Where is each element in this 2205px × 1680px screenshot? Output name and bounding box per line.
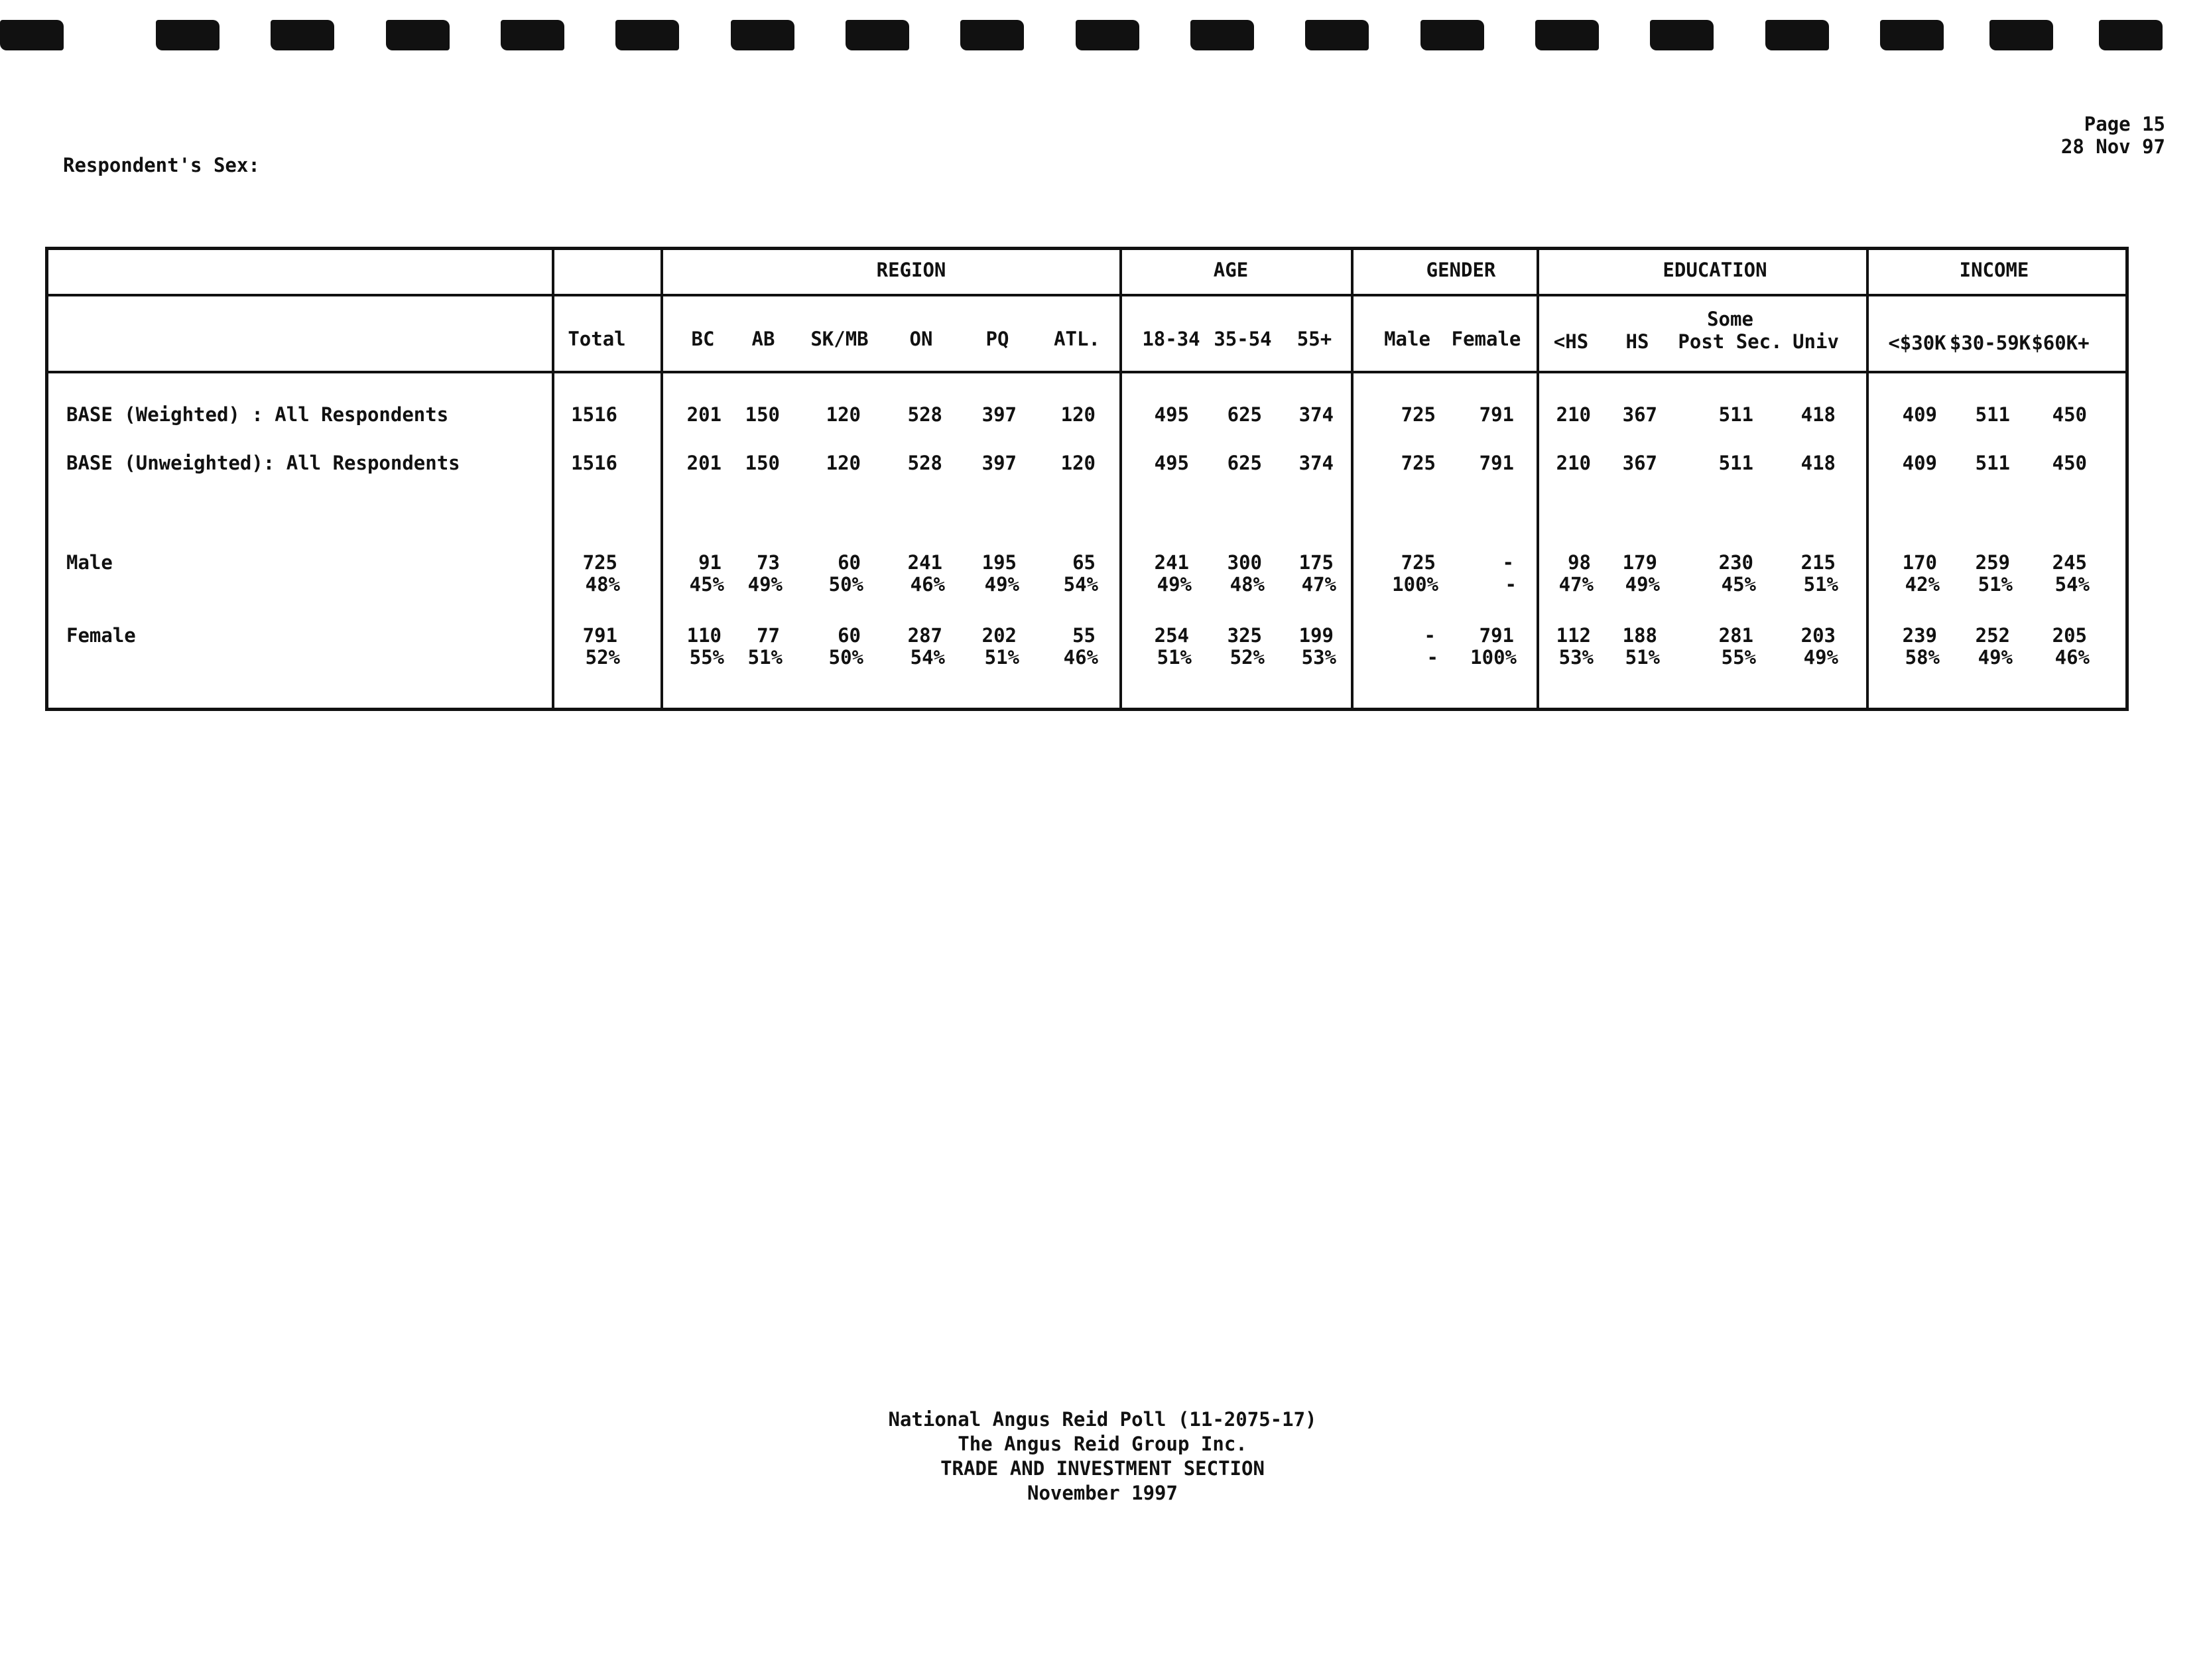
table-cell-percent: 100% xyxy=(1392,573,1438,596)
table-cell-percent: 48% xyxy=(1229,573,1265,596)
table-cell-percent: - xyxy=(1426,646,1438,669)
table-cell-percent: 51% xyxy=(1157,646,1192,669)
footer-poll-name: National Angus Reid Poll (11-2075-17) xyxy=(888,1408,1317,1431)
table-cell-percent: 51% xyxy=(984,646,1019,669)
table-cell-percent: 47% xyxy=(1301,573,1336,596)
table-cell-count: 195 xyxy=(981,551,1017,574)
table-cell-count: 77 xyxy=(757,624,780,647)
col-header-income-lt-30k: <$30K xyxy=(1888,332,1946,354)
table-cell-percent: 54% xyxy=(2054,573,2090,596)
table-cell-count: 495 xyxy=(1154,452,1189,474)
table-cell-percent: 46% xyxy=(2054,646,2090,669)
footer-section: TRADE AND INVESTMENT SECTION xyxy=(940,1457,1265,1480)
table-cell-count: 91 xyxy=(698,551,722,574)
table-cell-percent: 53% xyxy=(1301,646,1336,669)
table-cell-percent: 51% xyxy=(1978,573,2013,596)
table-cell-count: 210 xyxy=(1556,452,1591,474)
table-cell-percent: 55% xyxy=(689,646,724,669)
table-cell-count: 120 xyxy=(1060,452,1096,474)
crosstab-table xyxy=(45,247,2129,711)
group-header-age: AGE xyxy=(1213,259,1249,281)
table-cell-count: 203 xyxy=(1800,624,1836,647)
col-header-univ: Univ xyxy=(1793,330,1839,353)
row-label-base-weighted: BASE (Weighted) : All Respondents xyxy=(66,403,449,426)
col-header-ab: AB xyxy=(751,328,775,350)
table-cell-percent: 52% xyxy=(1229,646,1265,669)
table-cell-count: 1516 xyxy=(571,452,617,474)
table-cell-count: 252 xyxy=(1975,624,2010,647)
col-header-pq: PQ xyxy=(985,328,1009,350)
table-cell-count: 374 xyxy=(1298,403,1334,426)
table-cell-percent: 51% xyxy=(747,646,783,669)
table-cell-percent: 48% xyxy=(585,573,620,596)
table-cell-count: 281 xyxy=(1718,624,1753,647)
table-cell-percent: 53% xyxy=(1558,646,1594,669)
col-header-income-30-59k: $30-59K xyxy=(1949,332,2031,354)
group-header-region: REGION xyxy=(876,259,946,281)
table-cell-count: 60 xyxy=(838,551,861,574)
table-cell-count: 725 xyxy=(582,551,617,574)
table-cell-count: 287 xyxy=(907,624,942,647)
table-cell-count: 170 xyxy=(1902,551,1937,574)
col-header-lt-hs: <HS xyxy=(1553,330,1589,353)
table-cell-count: 205 xyxy=(2052,624,2087,647)
page-info xyxy=(2061,113,2165,158)
table-cell-count: 791 xyxy=(1479,452,1514,474)
table-cell-count: 188 xyxy=(1622,624,1657,647)
col-header-post-sec: Post Sec. xyxy=(1678,330,1783,353)
table-cell-count: 202 xyxy=(981,624,1017,647)
table-cell-count: 150 xyxy=(745,452,780,474)
table-cell-count: 528 xyxy=(907,452,942,474)
table-cell-count: 241 xyxy=(1154,551,1189,574)
table-cell-count: 397 xyxy=(981,403,1017,426)
table-cell-count: 110 xyxy=(686,624,722,647)
table-cell-count: 239 xyxy=(1902,624,1937,647)
table-cell-count: 199 xyxy=(1298,624,1334,647)
row-label-base-unweighted: BASE (Unweighted): All Respondents xyxy=(66,452,460,474)
table-cell-count: 409 xyxy=(1902,403,1937,426)
table-cell-count: 175 xyxy=(1298,551,1334,574)
table-cell-percent: 42% xyxy=(1905,573,1940,596)
col-divider xyxy=(1119,250,1122,708)
table-cell-count: 495 xyxy=(1154,403,1189,426)
table-cell-count: 73 xyxy=(757,551,780,574)
table-cell-percent: 54% xyxy=(910,646,945,669)
table-cell-count: 215 xyxy=(1800,551,1836,574)
table-cell-count: 791 xyxy=(1479,403,1514,426)
table-cell-percent: 45% xyxy=(689,573,724,596)
table-cell-count: 210 xyxy=(1556,403,1591,426)
table-cell-count: 367 xyxy=(1622,403,1657,426)
col-header-atl: ATL. xyxy=(1054,328,1100,350)
table-cell-percent: 49% xyxy=(1803,646,1838,669)
table-cell-count: 374 xyxy=(1298,452,1334,474)
table-cell-count: 511 xyxy=(1975,403,2010,426)
table-cell-percent: 46% xyxy=(910,573,945,596)
table-cell-percent: 47% xyxy=(1558,573,1594,596)
question-title: Respondent's Sex: xyxy=(63,154,260,176)
header-divider xyxy=(48,294,2125,296)
col-header-age-18-34: 18-34 xyxy=(1142,328,1200,350)
row-label-male: Male xyxy=(66,551,113,574)
col-header-skmb: SK/MB xyxy=(810,328,869,350)
table-cell-count: 367 xyxy=(1622,452,1657,474)
table-cell-percent: 55% xyxy=(1721,646,1756,669)
table-cell-count: 241 xyxy=(907,551,942,574)
table-cell-percent: 50% xyxy=(828,646,863,669)
table-cell-count: 511 xyxy=(1975,452,2010,474)
table-cell-count: 201 xyxy=(686,403,722,426)
col-header-male: Male xyxy=(1384,328,1430,350)
group-header-income: INCOME xyxy=(1959,259,2029,281)
table-cell-percent: 50% xyxy=(828,573,863,596)
col-header-income-60k-plus: $60K+ xyxy=(2031,332,2090,354)
table-cell-count: 409 xyxy=(1902,452,1937,474)
table-cell-count: 150 xyxy=(745,403,780,426)
table-cell-count: 120 xyxy=(826,403,861,426)
col-header-on: ON xyxy=(909,328,933,350)
table-cell-count: 791 xyxy=(1479,624,1514,647)
table-cell-count: 230 xyxy=(1718,551,1753,574)
table-cell-count: 179 xyxy=(1622,551,1657,574)
table-cell-count: 120 xyxy=(1060,403,1096,426)
group-header-gender: GENDER xyxy=(1426,259,1496,281)
col-header-hs: HS xyxy=(1625,330,1649,353)
table-cell-count: 259 xyxy=(1975,551,2010,574)
table-cell-count: 300 xyxy=(1227,551,1262,574)
report-footer xyxy=(0,1407,2205,1506)
table-cell-count: 112 xyxy=(1556,624,1591,647)
table-cell-count: 625 xyxy=(1227,403,1262,426)
col-header-female: Female xyxy=(1451,328,1521,350)
table-cell-count: 625 xyxy=(1227,452,1262,474)
table-cell-count: 65 xyxy=(1072,551,1096,574)
table-cell-count: 725 xyxy=(1401,403,1436,426)
table-cell-count: 725 xyxy=(1401,452,1436,474)
col-divider xyxy=(661,250,663,708)
table-cell-percent: 100% xyxy=(1470,646,1517,669)
col-divider xyxy=(552,250,554,708)
table-cell-count: 55 xyxy=(1072,624,1096,647)
binder-punch-holes xyxy=(0,20,2205,53)
table-cell-count: 725 xyxy=(1401,551,1436,574)
footer-date: November 1997 xyxy=(1027,1482,1178,1504)
table-cell-count: 60 xyxy=(838,624,861,647)
group-header-education: EDUCATION xyxy=(1663,259,1767,281)
table-cell-percent: 51% xyxy=(1625,646,1660,669)
col-divider xyxy=(1537,250,1539,708)
table-cell-count: 325 xyxy=(1227,624,1262,647)
table-cell-percent: 45% xyxy=(1721,573,1756,596)
table-cell-percent: 49% xyxy=(1625,573,1660,596)
table-cell-count: 511 xyxy=(1718,452,1753,474)
col-header-bc: BC xyxy=(691,328,715,350)
table-cell-percent: 51% xyxy=(1803,573,1838,596)
table-cell-count: - xyxy=(1502,551,1514,574)
table-cell-count: 201 xyxy=(686,452,722,474)
table-cell-percent: 49% xyxy=(747,573,783,596)
table-cell-count: 1516 xyxy=(571,403,617,426)
col-header-age-55-plus: 55+ xyxy=(1296,328,1332,350)
table-cell-count: 450 xyxy=(2052,403,2087,426)
report-date: 28 Nov 97 xyxy=(2060,135,2165,158)
table-cell-count: 528 xyxy=(907,403,942,426)
table-cell-percent: 49% xyxy=(1157,573,1192,596)
col-divider xyxy=(1866,250,1869,708)
table-cell-count: 245 xyxy=(2052,551,2087,574)
table-cell-count: 511 xyxy=(1718,403,1753,426)
table-cell-percent: - xyxy=(1505,573,1517,596)
col-header-some: Some xyxy=(1707,308,1753,330)
table-cell-count: - xyxy=(1424,624,1436,647)
table-cell-count: 791 xyxy=(582,624,617,647)
table-cell-count: 418 xyxy=(1800,403,1836,426)
table-cell-percent: 54% xyxy=(1063,573,1098,596)
col-divider xyxy=(1351,250,1354,708)
col-header-age-35-54: 35-54 xyxy=(1214,328,1272,350)
table-cell-percent: 49% xyxy=(984,573,1019,596)
table-cell-count: 450 xyxy=(2052,452,2087,474)
table-cell-percent: 52% xyxy=(585,646,620,669)
col-header-total: Total xyxy=(568,328,626,350)
table-cell-percent: 49% xyxy=(1978,646,2013,669)
table-cell-percent: 46% xyxy=(1063,646,1098,669)
table-cell-count: 418 xyxy=(1800,452,1836,474)
table-cell-count: 120 xyxy=(826,452,861,474)
table-cell-count: 397 xyxy=(981,452,1017,474)
table-cell-percent: 58% xyxy=(1905,646,1940,669)
table-cell-count: 254 xyxy=(1154,624,1189,647)
header-bottom-rule xyxy=(48,371,2125,373)
row-label-female: Female xyxy=(66,624,136,647)
page-number: Page 15 xyxy=(2084,113,2165,135)
table-cell-count: 98 xyxy=(1568,551,1591,574)
footer-company: The Angus Reid Group Inc. xyxy=(958,1433,1247,1455)
